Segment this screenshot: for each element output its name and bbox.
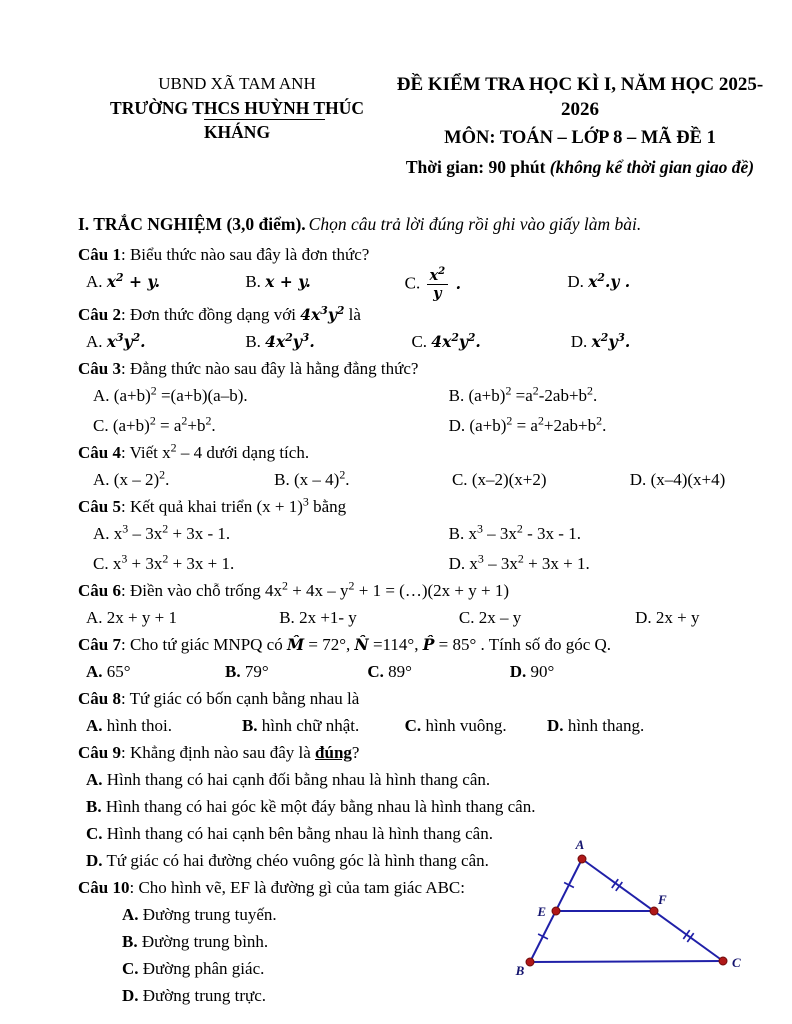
option-text: 90° [530,662,555,682]
option-text: $\frac{x^2}{y}$ . [425,274,462,293]
vertex-label-C: C [732,955,741,970]
option-label: B. [245,332,261,352]
option-text: Hình thang có hai góc kề một đáy bằng nhau là hình thang cân. [105,797,536,817]
time-duration: Thời gian: 90 phút [405,157,546,177]
option-D [571,328,764,355]
exam-header [78,72,764,180]
option-label: A. [86,662,103,682]
option-text: 2x – y [478,608,522,628]
option-A [86,268,245,301]
option-A [86,712,242,739]
option-C [405,712,547,739]
option-text: 65° [106,662,131,682]
option-text: $(a+b)^2 = a^2+2ab+b^2$. [469,413,607,436]
vertex-label-A: A [575,837,585,852]
option-B [242,712,405,739]
vertex-label-F: F [658,892,667,907]
fraction: $\frac{x^2}{y}$ [427,268,449,301]
option-text: Tứ giác có hai đường chéo vuông góc là hình thang cân. [106,851,489,871]
option-label: A. [93,524,110,544]
option-text: $x^3y^2$. [106,331,146,352]
option-label: B. [279,608,295,628]
question-number: Câu 7 [78,635,121,655]
option-label: B. [86,797,102,817]
option-text: (x – 4)$^2$. [294,467,350,490]
section-instruction: Chọn câu trả lời đúng rồi ghi vào giấy làm bài. [308,214,642,234]
time-note: (không kể thời gian giao đề) [549,157,755,177]
option-label: B. [224,662,241,682]
option-text: $x^3 - 3x^2 - 3x - 1$. [468,521,581,544]
option-label: A. [86,272,103,291]
options [78,901,542,1009]
options [78,466,764,493]
option-A [93,382,449,409]
question-text: Câu 8: Tứ giác có bốn cạnh bằng nhau là [78,689,360,709]
option-label: D. [86,851,103,871]
option-label: D. [122,986,139,1006]
option-D [449,412,764,439]
option-text: $(a+b)^2 = a^2+b^2$. [112,413,216,436]
section-title: I. TRẮC NGHIỆM (3,0 điểm). [78,214,306,234]
option-label: D. [509,662,527,682]
option-text: $(a+b)^2 =a^2-2ab+b^2$. [468,383,598,406]
option-label: D. [547,716,564,736]
question-text: Câu 3: Đẳng thức nào sau đây là hằng đẳng thức? [78,359,419,379]
tick-FC-1 [683,930,689,939]
option-text: hình chữ nhật. [261,716,360,736]
question-text: Câu 10: Cho hình vẽ, EF là đường gì của tam giác ABC: [78,878,465,898]
option-C [93,412,449,439]
option-A [86,604,279,631]
point-B [526,958,534,966]
option-text: $4x^2y^3$. [265,331,315,352]
section-heading [78,210,764,239]
option-B [274,466,452,493]
option-D [510,658,764,685]
option-A [86,766,764,793]
option-B [449,382,764,409]
subject-line: MÔN: TOÁN – LỚP 8 – MÃ ĐỀ 1 [444,128,716,148]
tick-FC-2 [687,933,693,942]
question-number: Câu 5 [78,497,121,517]
question-1 [78,241,764,301]
question-number: Câu 2 [78,305,121,325]
point-F [650,907,658,915]
option-text: $x^3 + 3x^2 + 3x + 1$. [112,551,235,574]
vertex-label-E: E [537,904,546,919]
point-A [578,855,586,863]
question-number: Câu 3 [78,359,121,379]
option-B [449,520,764,547]
option-label: D. [448,554,466,574]
option-label: C. [86,824,103,844]
question-3 [78,355,764,439]
option-B [279,604,459,631]
option-label: C. [404,273,421,293]
question-text: Câu 9: Khẳng định nào sau đây là đúng? [78,743,360,763]
option-text: Hình thang có hai cạnh bên bằng nhau là hình thang cân. [106,824,493,844]
school-name [78,96,396,144]
option-C [122,955,542,982]
option-label: A. [86,608,103,628]
option-text: hình vuông. [425,716,507,736]
exam-title: ĐỀ KIỂM TRA HỌC KÌ I, NĂM HỌC 2025-2026 [396,74,764,120]
option-text: Đường trung trực. [142,986,267,1006]
option-label: A. [122,905,139,925]
option-D [547,712,764,739]
option-C [411,328,570,355]
triangle-figure [500,836,762,990]
option-label: C. [93,416,109,436]
question-number: Câu 8 [78,689,121,709]
option-text: (x–4)(x+4) [650,470,726,490]
question-7 [78,631,764,685]
option-label: D. [629,470,647,490]
question-text: Câu 4: Viết $x^2 - 4$ dưới dạng tích. [78,440,310,463]
option-A [86,328,245,355]
option-text: $x^2 + y$. [106,270,160,291]
option-label: B. [274,470,290,490]
option-text: (x – 2)$^2$. [113,467,170,490]
option-label: D. [570,332,588,352]
option-text: 89° [388,662,412,682]
option-label: C. [367,662,384,682]
question-text: Câu 5: Kết quả khai triển $(x + 1)^3$ bằng [78,494,347,517]
option-C [93,550,449,577]
option-C [367,658,509,685]
option-D [122,982,542,1009]
point-E [552,907,560,915]
question-6 [78,577,764,631]
option-label: D. [567,272,584,291]
option-label: C. [451,470,468,490]
option-label: C. [411,332,428,352]
option-text: $x^3 - 3x^2 + 3x - 1$. [113,521,231,544]
options [78,658,764,685]
option-text: Đường trung bình. [141,932,269,952]
question-number: Câu 9 [78,743,121,763]
option-label: C. [458,608,475,628]
question-text: Câu 7: Cho tứ giác MNPQ có M̂ = 72°, N̂ =114°, P̂ = 85° . Tính số đo góc Q. [78,635,612,655]
option-label: D. [448,416,466,436]
option-text: Đường phân giác. [142,959,265,979]
option-B [245,268,404,301]
option-D [449,550,764,577]
option-label: A. [93,386,110,406]
options [78,265,764,303]
header-right [396,72,764,180]
option-A [122,901,542,928]
question-5 [78,493,764,577]
option-label: B. [448,386,465,406]
school-name-underlined: HCS HUỲNH T [203,98,326,118]
option-text: hình thang. [567,716,645,736]
option-text: 2x + y [655,608,700,628]
option-label: A. [86,332,103,352]
option-C [452,466,630,493]
option-label: A. [86,716,103,736]
question-number: Câu 10 [78,878,130,898]
options [78,520,764,577]
option-label: A. [86,770,103,790]
option-B [122,928,542,955]
question-number: Câu 4 [78,443,121,463]
option-text: 79° [244,662,269,682]
header-left [78,72,396,180]
option-text: hình thoi. [106,716,172,736]
options [78,712,764,739]
option-text: (x–2)(x+2) [471,470,547,490]
school-name-post: HÚC KHÁNG [203,98,364,142]
option-C [404,265,568,303]
option-D [630,466,764,493]
option-label: A. [93,470,110,490]
option-text: $4x^2y^2$. [431,331,481,352]
options [78,328,764,355]
option-label: B. [245,272,261,291]
question-8 [78,685,764,739]
option-text: 2x +1- y [299,608,357,628]
option-label: B. [448,524,465,544]
option-text: x + y. [265,272,311,291]
option-label: C. [93,554,109,574]
option-label: B. [122,932,138,952]
options [78,604,764,631]
question-text: Câu 6: Điền vào chỗ trống $4x^2 + 4x - y^2 + 1$ = (…)(2x + y + 1) [78,578,509,601]
question-4 [78,439,764,493]
question-text: Câu 1: Biểu thức nào sau đây là đơn thức? [78,245,370,264]
option-label: D. [635,608,652,628]
option-text: $x^2y^3$. [591,331,631,352]
option-A [86,658,225,685]
school-name-pre: TRƯỜNG T [110,98,204,118]
option-D [567,268,764,301]
option-B [245,328,411,355]
issuer-name: UBND XÃ TAM ANH [158,74,316,93]
side-BC [530,961,723,962]
vertex-label-B: B [515,963,525,978]
question-number: Câu 1 [78,245,121,264]
question-number: Câu 6 [78,581,121,601]
option-B [225,658,367,685]
option-text: $x^3 - 3x^2 + 3x + 1$. [469,551,590,574]
option-text: 2x + y + 1 [106,608,177,628]
option-text: $(a+b)^2 =(a+b)(a-b)$. [113,383,248,406]
question-text: Câu 2: Đơn thức đồng dạng với $4x^3y^2$ là [78,304,361,325]
time-line [396,155,764,180]
option-D [635,604,764,631]
point-C [719,957,727,965]
option-A [93,466,274,493]
question-2 [78,301,764,355]
options [78,382,764,439]
option-A [93,520,449,547]
option-C [459,604,635,631]
option-B [86,793,764,820]
option-label: C. [122,959,139,979]
option-text: Hình thang có hai cạnh đối bằng nhau là hình thang cân. [106,770,491,790]
option-label: C. [404,716,422,736]
option-text: Đường trung tuyến. [142,905,277,925]
option-label: B. [241,716,258,736]
option-text: $x^2.y$ . [588,270,631,291]
